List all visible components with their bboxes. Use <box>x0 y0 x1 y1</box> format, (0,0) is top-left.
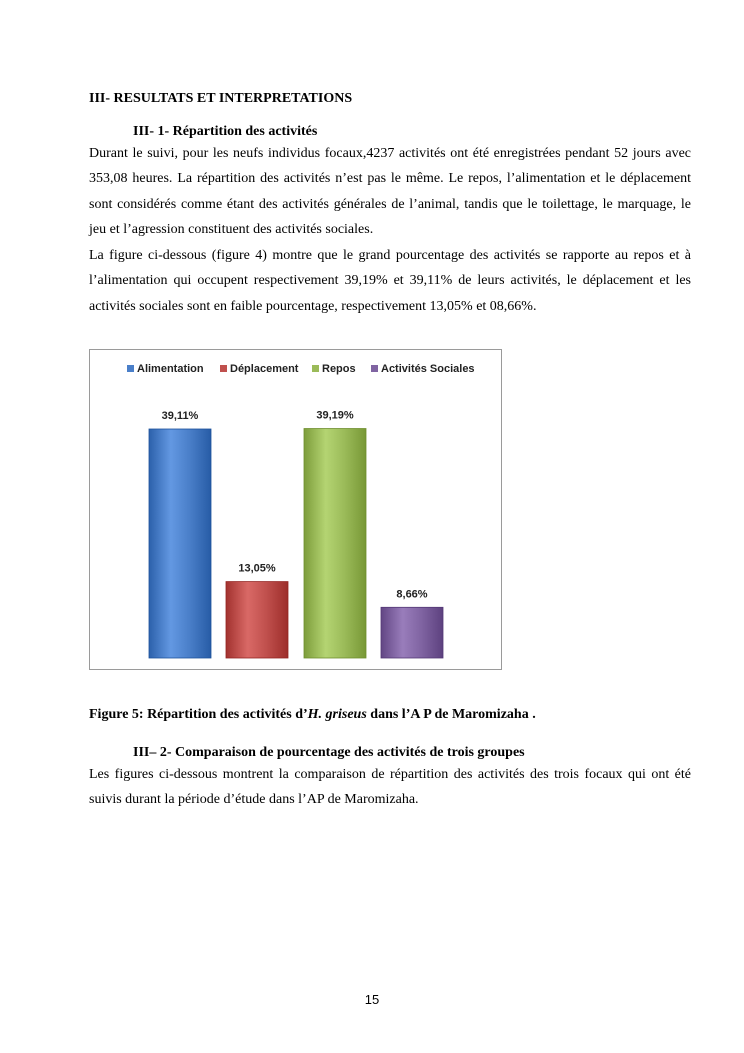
subsection-1-title: III- 1- Répartition des activités <box>133 124 318 139</box>
bar-activit-s-sociales <box>381 607 443 658</box>
activity-bar-chart <box>90 350 503 671</box>
legend-swatch <box>371 365 378 372</box>
caption-species: H. griseus <box>307 707 367 722</box>
bar-data-label: 13,05% <box>238 562 276 575</box>
caption-prefix: Figure 5: Répartition des activités d’ <box>89 707 308 722</box>
legend-label: Déplacement <box>230 363 299 375</box>
legend-swatch <box>127 365 134 372</box>
legend-label: Activités Sociales <box>381 363 475 375</box>
legend-item <box>312 363 356 375</box>
paragraph-1: Durant le suivi, pour les neufs individus focaux,4237 activités ont été enregistrées pendant 52 jours avec 353,08 heures. La répartition des activités n’est pas le même. Le repos, l’alimentation et le déplacement sont considérés comme étant des activités générales de l’animal, tandis que le toilettage, le marquage, le jeu et l’agression constituent des activités sociales. <box>89 146 691 237</box>
legend-swatch <box>220 365 227 372</box>
legend-item <box>371 363 475 375</box>
caption-suffix: dans l’A P de Maromizaha . <box>366 707 536 722</box>
legend-swatch <box>312 365 319 372</box>
subsection-2-title: III– 2- Comparaison de pourcentage des activités de trois groupes <box>133 745 525 760</box>
activity-chart <box>89 349 502 670</box>
bar-d-placement <box>226 582 288 658</box>
figure-caption <box>89 707 536 723</box>
page-number: 15 <box>364 992 380 1007</box>
legend-item <box>127 363 204 375</box>
bar-data-label: 39,11% <box>161 410 199 422</box>
legend-item <box>220 363 299 375</box>
bar-repos <box>304 429 366 658</box>
legend-label: Alimentation <box>137 363 204 375</box>
section-title: III- RESULTATS ET INTERPRETATIONS <box>89 91 353 106</box>
paragraph-2: La figure ci-dessous (figure 4) montre que le grand pourcentage des activités se rapporte au repos et à l’alimentation qui occupent respectivement 39,19% et 39,11% de leurs activités, le déplacement et les activités sociales sont en faible pourcentage, respectivement 13,05% et 08,66%. <box>89 248 691 314</box>
bar-data-label: 8,66% <box>396 588 428 601</box>
paragraph-3: Les figures ci-dessous montrent la comparaison de répartition des activités des trois focaux qui ont été suivis durant la période d’étude dans l’AP de Maromizaha. <box>89 767 691 808</box>
bar-data-label: 39,19% <box>316 409 354 422</box>
bar-alimentation <box>149 429 211 658</box>
legend-label: Repos <box>322 363 356 375</box>
